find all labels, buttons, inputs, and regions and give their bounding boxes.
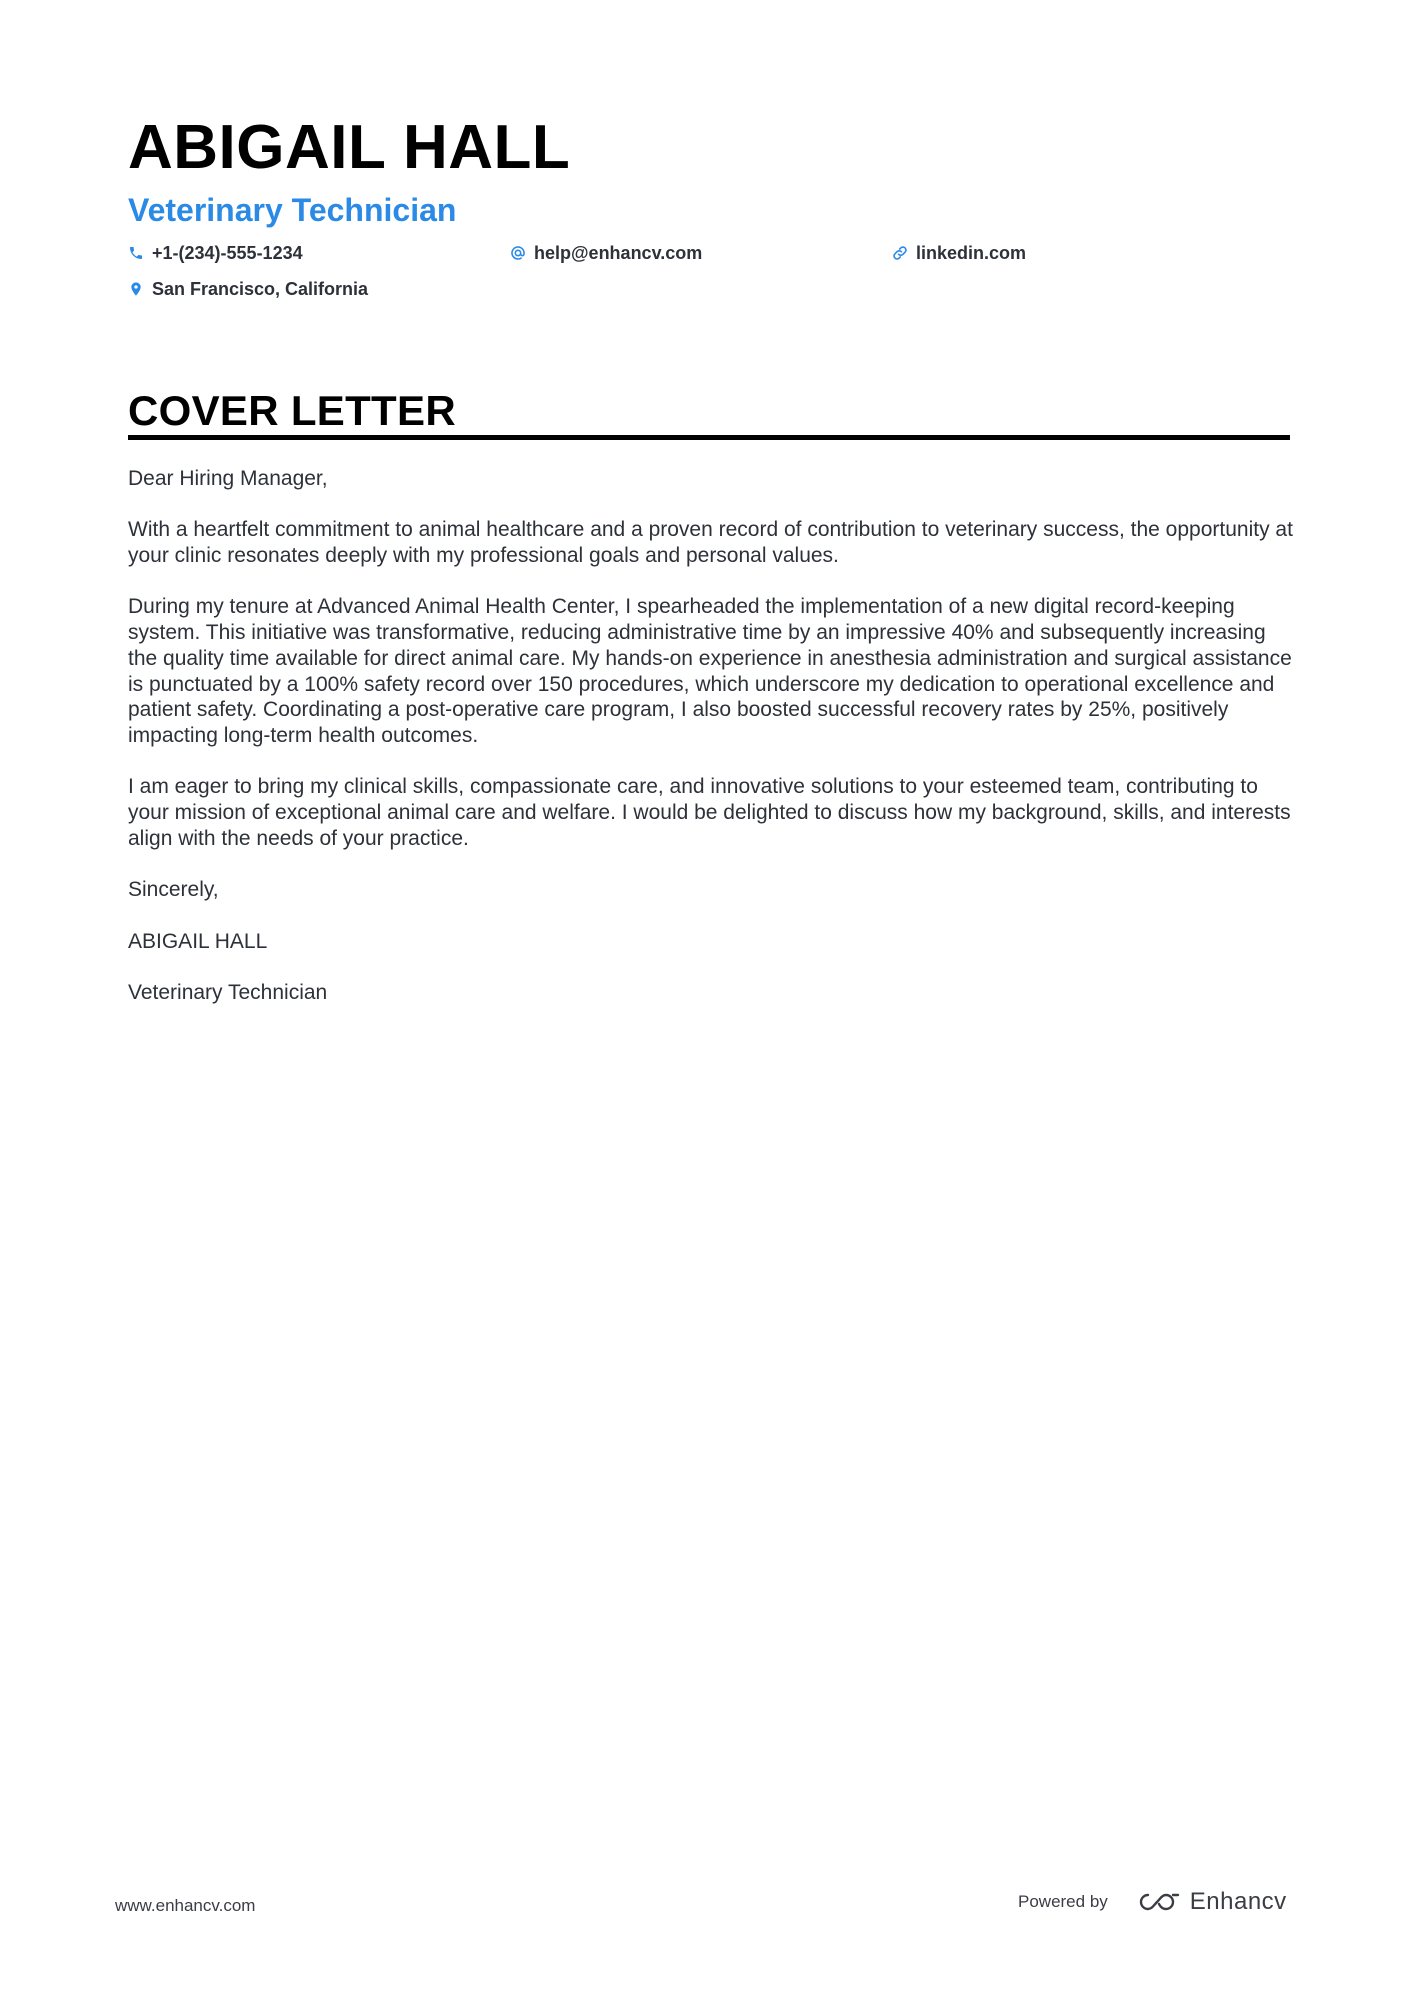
location-pin-icon xyxy=(128,281,144,297)
link-icon xyxy=(892,245,908,261)
footer-branding xyxy=(1018,1888,1287,1916)
location-text: San Francisco, California xyxy=(152,279,369,299)
phone-text: +1-(234)-555-1234 xyxy=(152,243,303,263)
letter-paragraph: I am eager to bring my clinical skills, compassionate care, and innovative solutions to your esteemed team, contributing to your mission of exceptional animal care and welfare. I would be delighted to discuss how my background, skills, and interests align with the needs of your practice. xyxy=(128,775,1291,850)
signature-title: Veterinary Technician xyxy=(128,980,328,1004)
contact-link[interactable] xyxy=(892,241,1026,265)
brand-name: Enhancv xyxy=(1189,1888,1287,1915)
contact-location xyxy=(128,277,368,301)
brand-logo[interactable] xyxy=(1134,1888,1287,1916)
letter-paragraph: With a heartfelt commitment to animal healthcare and a proven record of contribution to veterinary success, the opportunity at your clinic resonates deeply with my professional goals and personal values. xyxy=(128,518,1293,568)
letter-body xyxy=(128,466,1298,1031)
letter-greeting: Dear Hiring Manager, xyxy=(128,467,328,490)
letter-paragraph: During my tenure at Advanced Animal Health Center, I spearheaded the implementation of a new digital record-keeping system. This initiative was transformative, reducing administrative time by an impressive 40% and subsequently increasing the quality time available for direct animal care. My hands-on experience in anesthesia administration and surgical assistance is punctuated by a 100% safety record over 150 procedures, which underscore my dedication to operational excellence and patient safety. Coordinating a post-operative care program, I also boosted successful recovery rates by 25%, positively impacting long-term health outcomes. xyxy=(128,595,1292,747)
signature-name: ABIGAIL HALL xyxy=(128,929,268,953)
email-text[interactable]: help@enhancv.com xyxy=(534,243,703,263)
contact-email[interactable] xyxy=(510,241,702,265)
phone-icon xyxy=(128,245,144,261)
powered-by-label: Powered by xyxy=(1018,1892,1108,1911)
link-text[interactable]: linkedin.com xyxy=(916,243,1027,263)
job-title: Veterinary Technician xyxy=(128,192,457,228)
contact-phone xyxy=(128,241,303,265)
letter-closing: Sincerely, xyxy=(128,878,219,902)
enhancv-logo-icon xyxy=(1134,1889,1180,1915)
applicant-name: ABIGAIL HALL xyxy=(128,113,571,182)
section-divider xyxy=(128,435,1290,440)
section-title: COVER LETTER xyxy=(128,387,456,434)
footer-website[interactable]: www.enhancv.com xyxy=(115,1896,256,1915)
at-icon xyxy=(510,245,526,261)
